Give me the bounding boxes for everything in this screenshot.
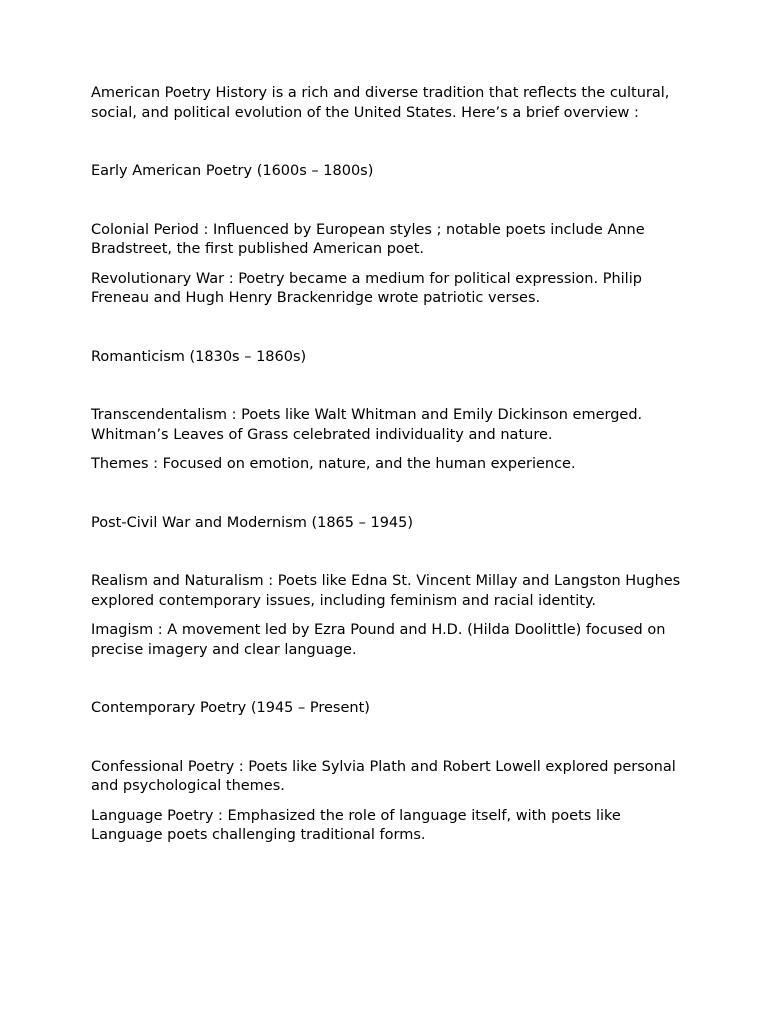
item-colonial-period: Colonial Period : Influenced by European styles ; notable poets include Anne Bradstreet, the first published American poet. <box>91 221 645 257</box>
intro-paragraph: American Poetry History is a rich and diverse tradition that reflects the cultural, social, and political evolution of the United States. Here’s a brief overview : <box>91 85 670 121</box>
section-heading-contemporary: Contemporary Poetry (1945 – Present) <box>91 700 370 716</box>
item-revolutionary-war: Revolutionary War : Poetry became a medium for political expression. Philip Freneau and Hugh Henry Brackenridge wrote patriotic verses. <box>91 270 642 306</box>
document-body <box>91 84 681 856</box>
section-heading-romanticism: Romanticism (1830s – 1860s) <box>91 348 307 365</box>
item-confessional-poetry: Confessional Poetry : Poets like Sylvia Plath and Robert Lowell explored personal and psychological themes. <box>91 758 676 794</box>
item-transcendentalism: Transcendentalism : Poets like Walt Whitman and Emily Dickinson emerged. Whitman’s Leaves of Grass celebrated individuality and nature. <box>91 407 643 443</box>
item-language-poetry: Language Poetry : Emphasized the role of language itself, with poets like Language poets challenging traditional forms. <box>91 807 621 843</box>
item-imagism: Imagism : A movement led by Ezra Pound and H.D. (Hilda Doolittle) focused on precise imagery and clear language. <box>91 622 666 658</box>
item-themes: Themes : Focused on emotion, nature, and the human experience. <box>91 456 576 472</box>
section-heading-modernism: Post-Civil War and Modernism (1865 – 1945) <box>91 514 414 531</box>
section-heading-early-american: Early American Poetry (1600s – 1800s) <box>91 163 374 179</box>
item-realism-naturalism: Realism and Naturalism : Poets like Edna St. Vincent Millay and Langston Hughes explored contemporary issues, including feminism and racial identity. <box>91 573 681 609</box>
